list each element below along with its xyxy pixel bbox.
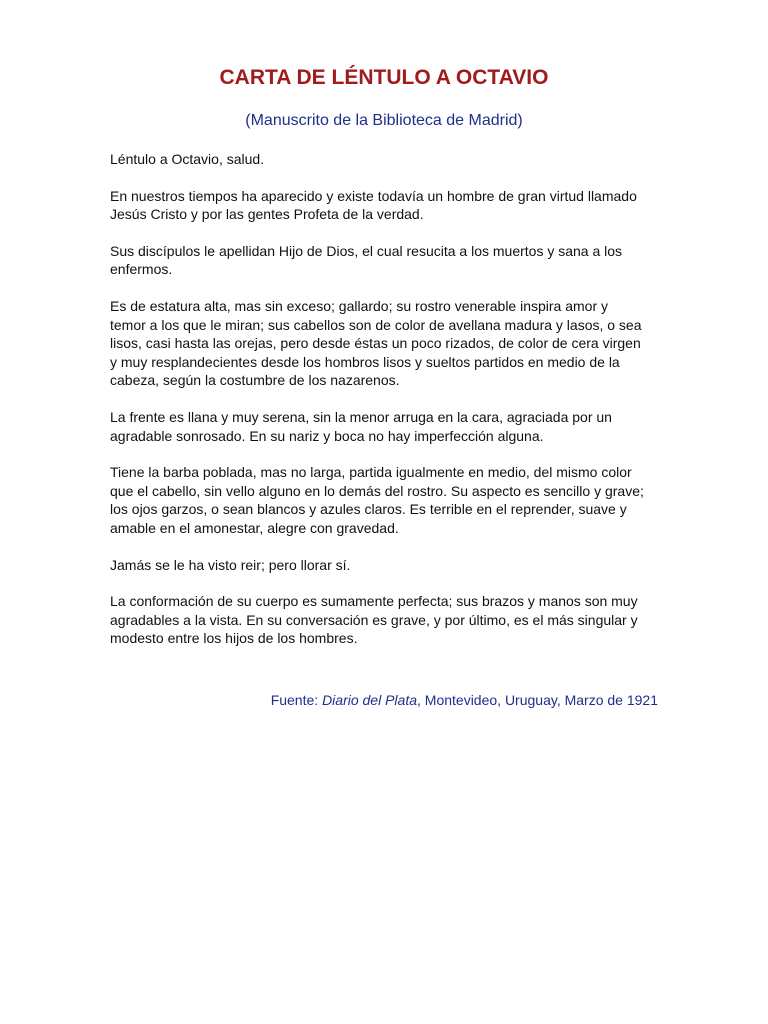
paragraph: Sus discípulos le apellidan Hijo de Dios, el cual resucita a los muertos y sana a los enfermos. — [110, 242, 623, 278]
document-subtitle: (Manuscrito de la Biblioteca de Madrid) — [245, 112, 523, 129]
document-title: CARTA DE LÉNTULO A OCTAVIO — [219, 66, 549, 89]
paragraph: Es de estatura alta, mas sin exceso; gallardo; su rostro venerable inspira amor y temor a los que le miran; sus cabellos son de color de avellana madura y lasos, o sea lisos, casi hasta las orejas, pero desde éstas un poco rizados, de color de cera virgen y muy resplandecientes desde los hombros lisos y sueltos partidos en medio de la cabeza, según la costumbre de los nazarenos. — [110, 297, 642, 389]
paragraph: Tiene la barba poblada, mas no larga, partida igualmente en medio, del mismo color que el cabello, sin vello alguno en lo demás del rostro. Su aspecto es sencillo y grave; los ojos garzos, o sean blancos y azules claros. Es terrible en el reprender, suave y amable en el amonestar, alegre con gravedad. — [110, 464, 644, 536]
paragraph: Jamás se le ha visto reir; pero llorar sí. — [110, 556, 351, 573]
paragraph: La conformación de su cuerpo es sumamente perfecta; sus brazos y manos son muy agradables a la vista. En su conversación es grave, y por último, es el más singular y modesto entre los hijos de los hombres. — [110, 593, 638, 647]
source-label: Fuente: — [270, 692, 319, 708]
source-details: , Montevideo, Uruguay, Marzo de 1921 — [417, 692, 658, 708]
paragraph: La frente es llana y muy serena, sin la menor arruga en la cara, agraciada por un agradable sonrosado. En su nariz y boca no hay imperfección alguna. — [110, 408, 612, 444]
letter-body — [110, 150, 645, 666]
paragraph-greeting: Léntulo a Octavio, salud. — [110, 151, 265, 167]
paragraph: En nuestros tiempos ha aparecido y existe todavía un hombre de gran virtud llamado Jesús Cristo y por las gentes Profeta de la verdad. — [110, 187, 637, 223]
source-citation — [271, 690, 658, 710]
source-publication: Diario del Plata — [322, 692, 417, 708]
